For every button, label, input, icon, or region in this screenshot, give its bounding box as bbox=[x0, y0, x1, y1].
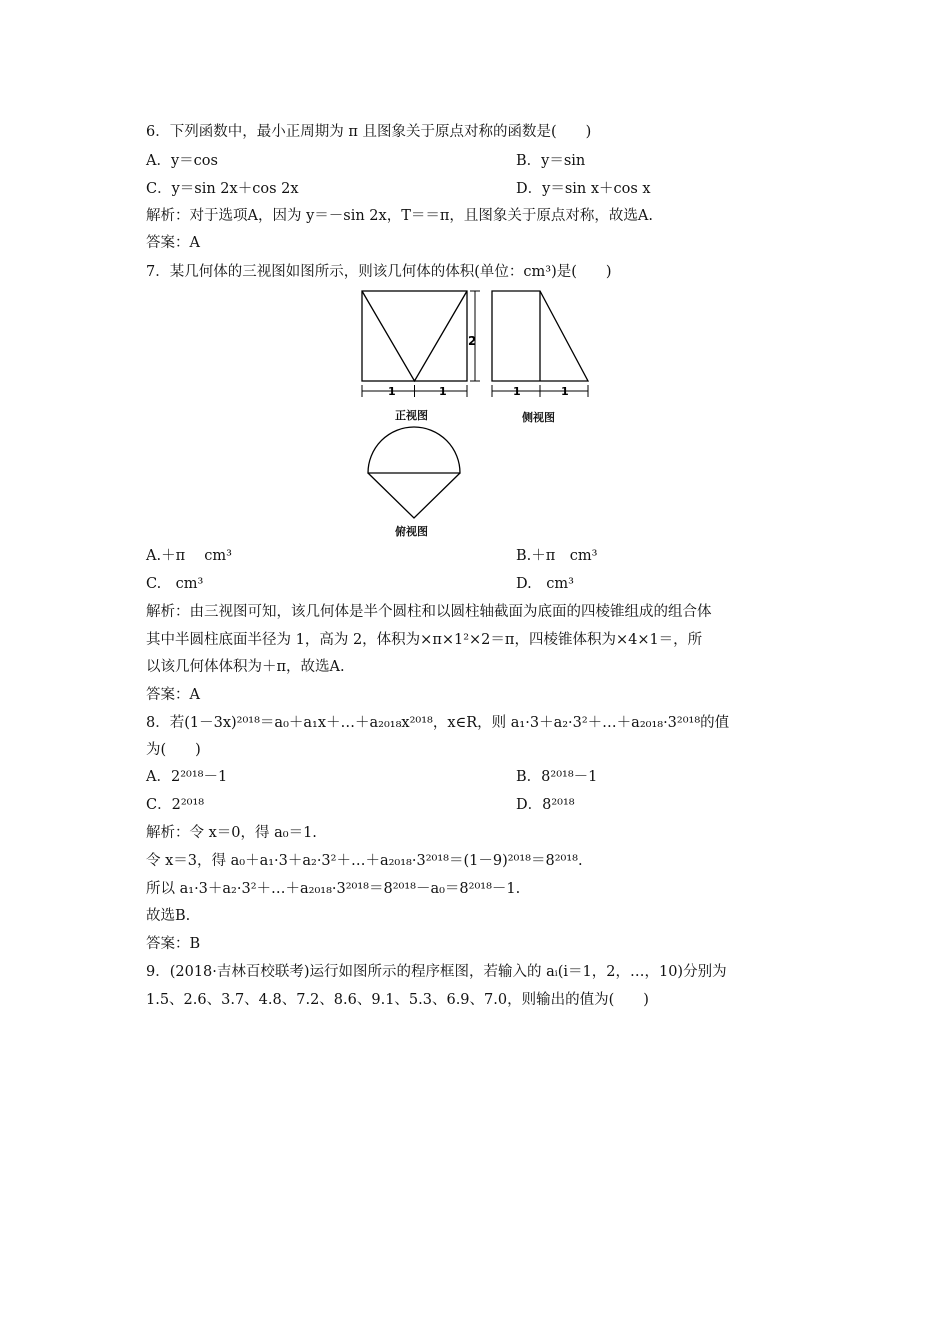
q8-option-c: C．2²⁰¹⁸ bbox=[146, 797, 205, 813]
q6-option-b: B．y＝sin bbox=[516, 153, 586, 169]
q8-answer: 答案：B bbox=[146, 936, 201, 952]
three-view-drawing bbox=[355, 288, 605, 543]
height-dim: 2 bbox=[468, 334, 477, 348]
side-view bbox=[492, 291, 588, 381]
q7-stem: 7．某几何体的三视图如图所示，则该几何体的体积(单位：cm³)是( ) bbox=[146, 264, 612, 280]
top-view-caption: 俯视图 bbox=[395, 525, 428, 538]
front-view bbox=[362, 291, 467, 381]
q8-option-d: D．8²⁰¹⁸ bbox=[516, 797, 575, 813]
q8-analysis-line1: 解析：令 x＝0，得 a₀＝1. bbox=[146, 825, 317, 841]
q7-option-a: A.＋π cm³ bbox=[146, 548, 232, 564]
three-view-figure bbox=[355, 288, 605, 543]
front-dim-1b: 1 bbox=[439, 385, 447, 398]
q8-stem-line1: 8．若(1－3x)²⁰¹⁸＝a₀＋a₁x＋…＋a₂₀₁₈x²⁰¹⁸，x∈R，则 a₁·3＋a₂·3²＋…＋a₂₀₁₈·3²⁰¹⁸的值 bbox=[146, 715, 730, 731]
q6-answer: 答案：A bbox=[146, 235, 200, 251]
q6-analysis: 解析：对于选项A，因为 y＝－sin 2x，T＝＝π，且图象关于原点对称，故选A. bbox=[146, 208, 653, 224]
q8-option-b: B．8²⁰¹⁸－1 bbox=[516, 769, 598, 785]
side-dim-1c: 1 bbox=[513, 385, 521, 398]
q7-option-c: C. cm³ bbox=[146, 576, 204, 592]
q8-stem-line2: 为( ) bbox=[146, 742, 201, 758]
q7-option-d: D. cm³ bbox=[516, 576, 574, 592]
q8-option-a: A．2²⁰¹⁸－1 bbox=[146, 769, 228, 785]
front-view-caption: 正视图 bbox=[395, 409, 428, 422]
q7-analysis-line3: 以该几何体体积为＋π，故选A. bbox=[146, 659, 345, 675]
q7-analysis-line2: 其中半圆柱底面半径为 1，高为 2，体积为×π×1²×2＝π，四棱锥体积为×4×1＝，所 bbox=[146, 632, 703, 648]
top-view bbox=[368, 427, 460, 518]
q6-stem: 6．下列函数中，最小正周期为 π 且图象关于原点对称的函数是( ) bbox=[146, 124, 592, 140]
front-dim-1a: 1 bbox=[388, 385, 396, 398]
q6-option-d: D．y＝sin x＋cos x bbox=[516, 181, 651, 197]
side-view-caption: 侧视图 bbox=[522, 411, 555, 424]
q8-analysis-line4: 故选B. bbox=[146, 908, 191, 924]
q8-analysis-line2: 令 x＝3，得 a₀＋a₁·3＋a₂·3²＋…＋a₂₀₁₈·3²⁰¹⁸＝(1－9)²⁰¹⁸＝8²⁰¹⁸. bbox=[146, 853, 583, 869]
q6-option-a: A．y＝cos bbox=[146, 153, 218, 169]
q6-option-c: C．y＝sin 2x＋cos 2x bbox=[146, 181, 299, 197]
q7-option-b: B.＋π cm³ bbox=[516, 548, 598, 564]
q7-answer: 答案：A bbox=[146, 687, 200, 703]
q9-stem-line1: 9．(2018·吉林百校联考)运行如图所示的程序框图，若输入的 aᵢ(i＝1，2，…，10)分别为 bbox=[146, 964, 727, 980]
q9-stem-line2: 1.5、2.6、3.7、4.8、7.2、8.6、9.1、5.3、6.9、7.0，则输出的值为( ) bbox=[146, 992, 649, 1008]
q7-analysis-line1: 解析：由三视图可知，该几何体是半个圆柱和以圆柱轴截面为底面的四棱锥组成的组合体 bbox=[146, 604, 712, 620]
q8-analysis-line3: 所以 a₁·3＋a₂·3²＋…＋a₂₀₁₈·3²⁰¹⁸＝8²⁰¹⁸－a₀＝8²⁰¹⁸－1. bbox=[146, 881, 521, 897]
side-dim-1d: 1 bbox=[561, 385, 569, 398]
